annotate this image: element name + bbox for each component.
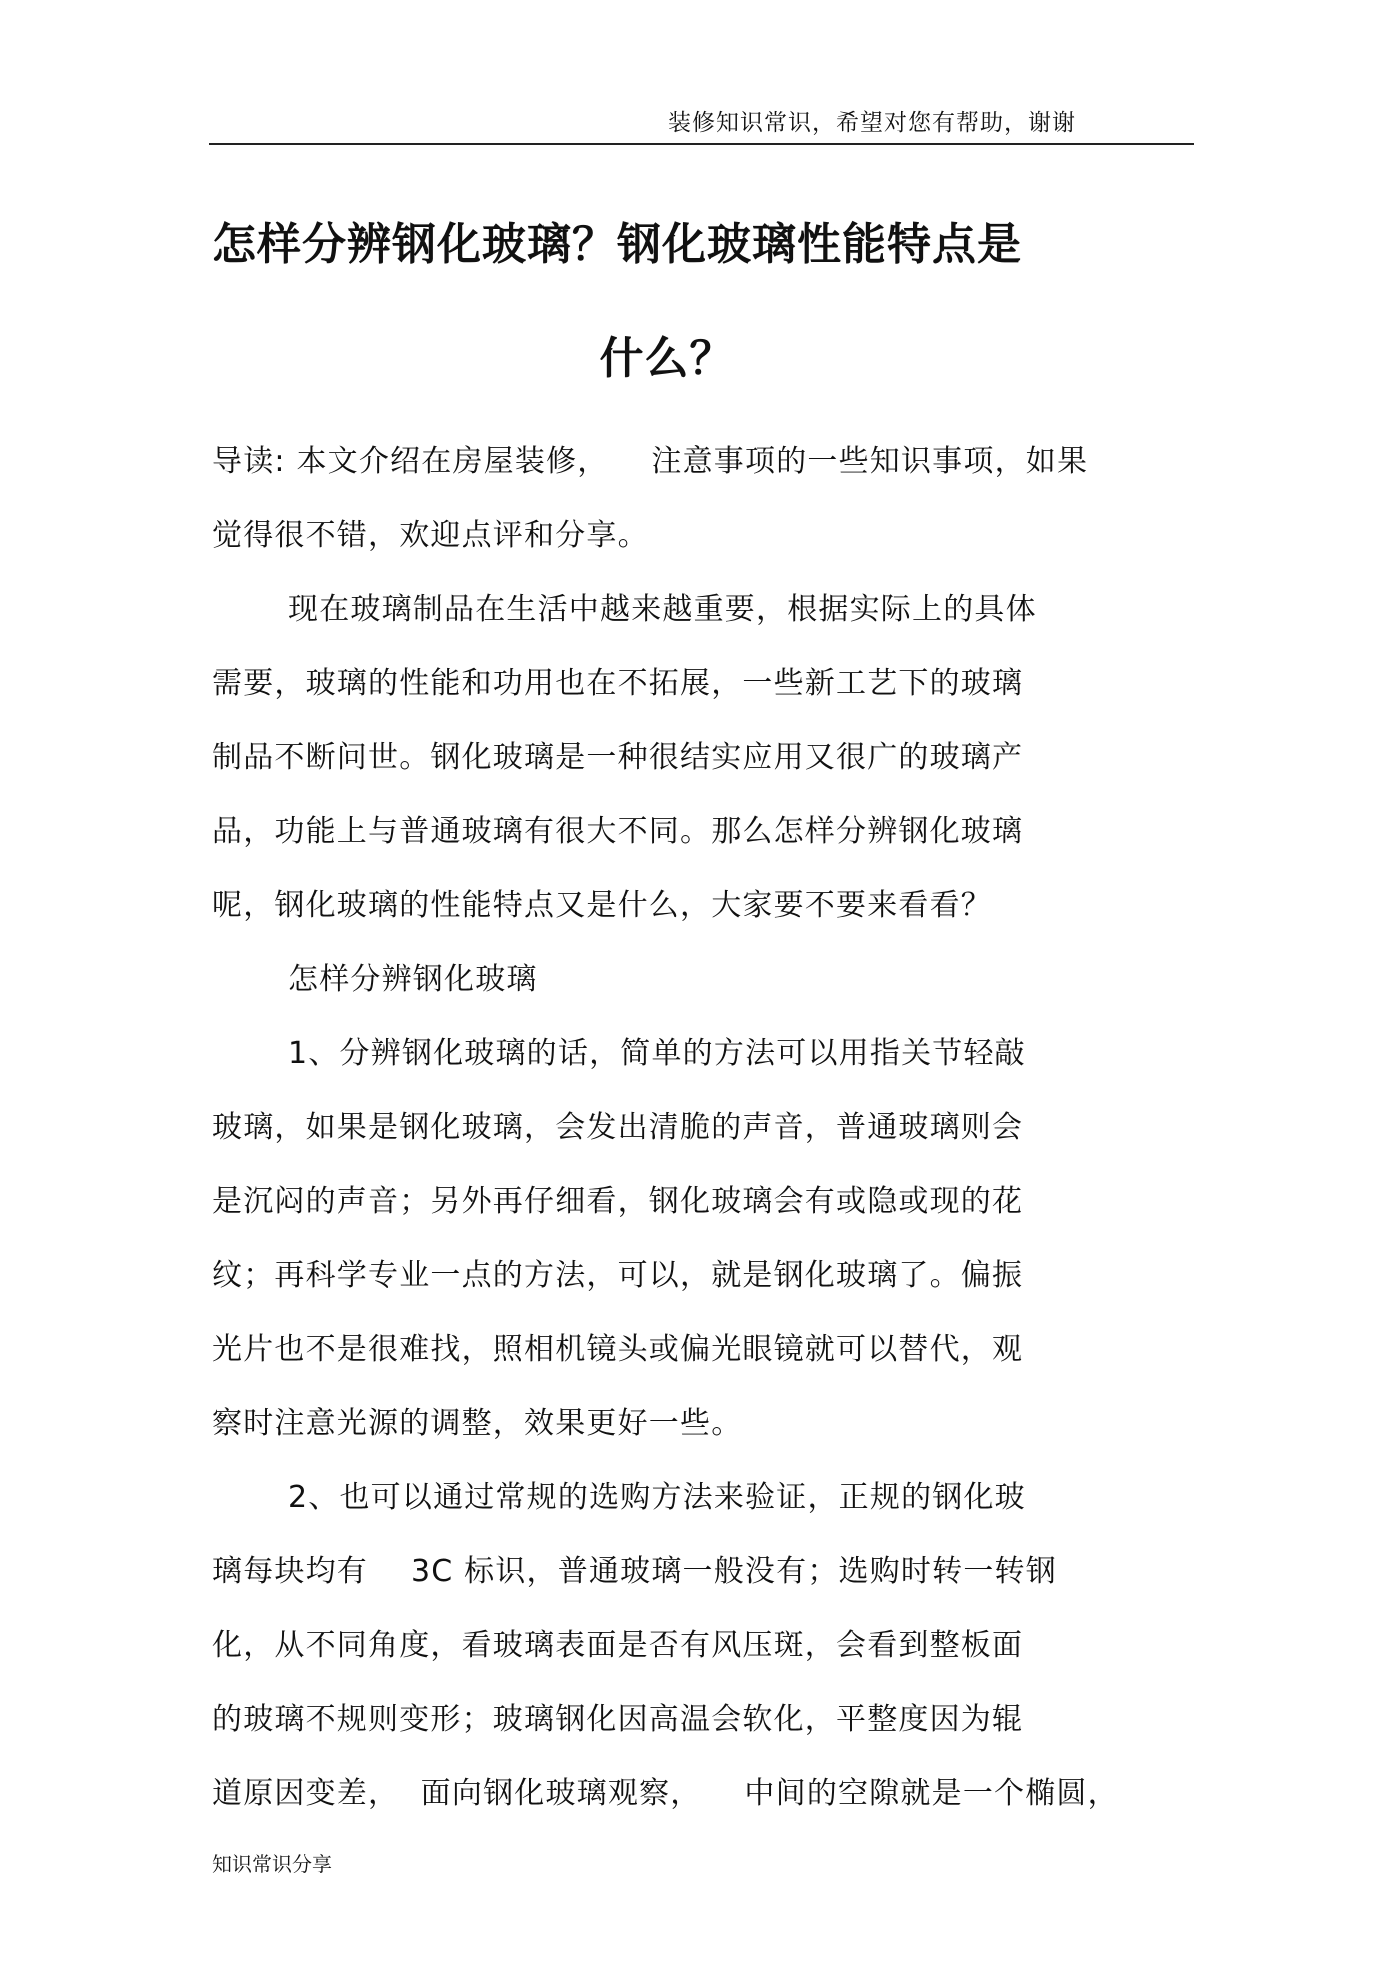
document-title-line-2: 什么？ — [599, 333, 735, 384]
paragraph-2-line-2: 玻璃，如果是钢化玻璃，会发出清脆的声音，普通玻璃则会 — [212, 1110, 1024, 1145]
header-divider — [209, 143, 1194, 145]
paragraph-2-line-1: 1、分辨钢化玻璃的话，简单的方法可以用指关节轻敲 — [288, 1036, 1026, 1071]
paragraph-1-line-5: 呢，钢化玻璃的性能特点又是什么，大家要不要来看看？ — [212, 888, 992, 923]
paragraph-1-line-1: 现在玻璃制品在生活中越来越重要，根据实际上的具体 — [288, 592, 1037, 627]
intro-line-2: 觉得很不错，欢迎点评和分享。 — [212, 518, 649, 553]
document-title-line-1: 怎样分辨钢化玻璃？钢化玻璃性能特点是 — [212, 219, 1022, 270]
paragraph-2-line-6: 察时注意光源的调整，效果更好一些。 — [212, 1406, 743, 1441]
paragraph-3-line-2: 璃每块均有 3C 标识，普通玻璃一般没有；选购时转一转钢 — [212, 1554, 1057, 1589]
paragraph-2-line-3: 是沉闷的声音；另外再仔细看，钢化玻璃会有或隐或现的花 — [212, 1184, 1024, 1219]
paragraph-3-line-4: 的玻璃不规则变形；玻璃钢化因高温会软化，平整度因为辊 — [212, 1702, 1024, 1737]
page-footer: 知识常识分享 — [212, 1852, 332, 1876]
paragraph-3-line-1: 2、也可以通过常规的选购方法来验证，正规的钢化玻 — [288, 1480, 1026, 1515]
paragraph-2-line-4: 纹；再科学专业一点的方法，可以，就是钢化玻璃了。偏振 — [212, 1258, 1024, 1293]
paragraph-2-line-5: 光片也不是很难找，照相机镜头或偏光眼镜就可以替代，观 — [212, 1332, 1024, 1367]
paragraph-3-line-3: 化，从不同角度，看玻璃表面是否有风压斑，会看到整板面 — [212, 1628, 1024, 1663]
paragraph-3-line-5: 道原因变差， 面向钢化玻璃观察， 中间的空隙就是一个椭圆， — [212, 1776, 1119, 1811]
page-header: 装修知识常识，希望对您有帮助，谢谢 — [668, 110, 1076, 136]
intro-line-1: 导读: 本文介绍在房屋装修， 注意事项的一些知识事项，如果 — [212, 444, 1089, 479]
paragraph-1-line-2: 需要，玻璃的性能和功用也在不拓展，一些新工艺下的玻璃 — [212, 666, 1024, 701]
section-heading: 怎样分辨钢化玻璃 — [288, 962, 538, 997]
paragraph-1-line-3: 制品不断问世。钢化玻璃是一种很结实应用又很广的玻璃产 — [212, 740, 1024, 775]
paragraph-1-line-4: 品，功能上与普通玻璃有很大不同。那么怎样分辨钢化玻璃 — [212, 814, 1024, 849]
